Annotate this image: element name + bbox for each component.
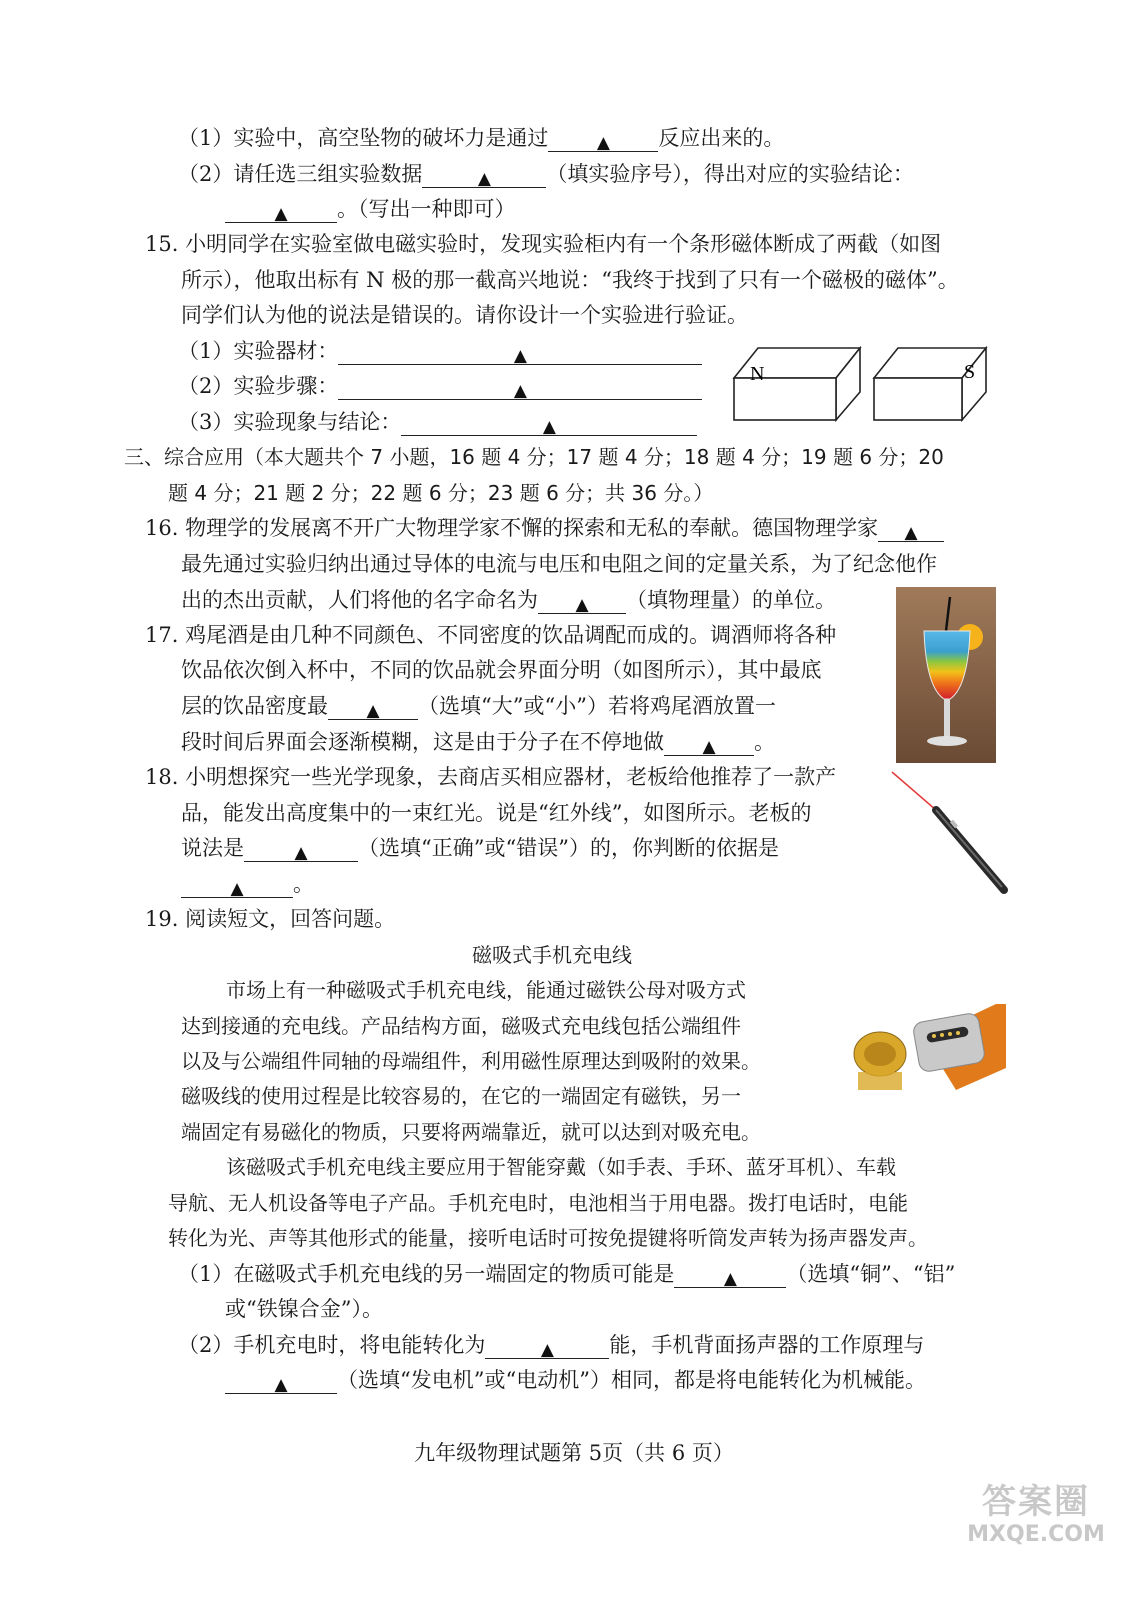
passage-p1: 市场上有一种磁吸式手机充电线，能通过磁铁公母对吸方式 xyxy=(226,978,746,1002)
passage-title: 磁吸式手机充电线 xyxy=(472,943,632,967)
q17-line3: 层的饮品密度最 ▲ （选填“大”或“小”）若将鸡尾酒放置一 xyxy=(181,694,776,721)
answer-blank[interactable]: ▲ xyxy=(181,873,293,898)
answer-blank[interactable]: ▲ xyxy=(485,1334,609,1359)
q19-line1: 19. 阅读短文，回答问题。 xyxy=(145,907,396,931)
q14-sub2: （2）请任选三组实验数据 ▲ （填实验序号），得出对应的实验结论： xyxy=(178,162,914,189)
q19-sub1-cont: 或“铁镍合金”）。 xyxy=(225,1297,383,1321)
page-footer: 九年级物理试题第 5页（共 6 页） xyxy=(414,1441,734,1465)
q19-sub2: （2）手机充电时，将电能转化为 ▲ 能，手机背面扬声器的工作原理与 xyxy=(178,1333,925,1360)
answer-blank[interactable]: ▲ xyxy=(674,1263,786,1288)
q18-line1: 18. 小明想探究一些光学现象，去商店买相应器材，老板给他推荐了一款产 xyxy=(145,765,837,789)
answer-blank[interactable]: ▲ xyxy=(338,375,702,400)
q17-line1: 17. 鸡尾酒是由几种不同颜色、不同密度的饮品调配而成的。调酒师将各种 xyxy=(145,623,837,647)
answer-blank[interactable]: ▲ xyxy=(538,589,626,614)
q19-sub2-cont: ▲ （选填“发电机”或“电动机”）相同，都是将电能转化为机械能。 xyxy=(225,1366,926,1394)
answer-blank[interactable]: ▲ xyxy=(401,411,697,436)
magnet-s-label: S xyxy=(964,361,976,383)
watermark xyxy=(952,1482,1120,1548)
q15-sub2: （2）实验步骤： ▲ xyxy=(178,372,702,400)
answer-blank[interactable]: ▲ xyxy=(225,1369,337,1394)
watermark-logo: 答案圈 xyxy=(982,1482,1090,1522)
section-3-heading: 三、综合应用（本大题共个 7 小题，16 题 4 分；17 题 4 分；18 题 4 分；19 题 6 分；20 xyxy=(124,445,944,469)
q18-line2: 品，能发出高度集中的一束红光。说是“红外线”，如图所示。老板的 xyxy=(181,801,812,825)
passage-p5: 端固定有易磁化的物质，只要将两端靠近，就可以达到对吸充电。 xyxy=(181,1120,761,1144)
q16-line2: 最先通过实验归纳出通过导体的电流与电压和电阻之间的定量关系，为了纪念他作 xyxy=(181,552,937,576)
magnet-n-label: N xyxy=(750,363,765,385)
answer-blank[interactable]: ▲ xyxy=(664,731,754,756)
q16-line1: 16. 物理学的发展离不开广大物理学家不懈的探索和无私的奉献。德国物理学家 ▲ xyxy=(145,514,944,542)
passage-p2: 达到接通的充电线。产品结构方面，磁吸式充电线包括公端组件 xyxy=(181,1014,741,1038)
passage-p8: 转化为光、声等其他形式的能量，接听电话时可按免提键将听筒发声转为扬声器发声。 xyxy=(168,1226,928,1250)
passage-p4: 磁吸线的使用过程是比较容易的，在它的一端固定有磁铁，另一 xyxy=(181,1084,741,1108)
laser-pointer-photo xyxy=(890,770,1012,898)
magnetic-cable-photo xyxy=(846,998,1008,1104)
cocktail-photo xyxy=(896,587,996,763)
passage-p7: 导航、无人机设备等电子产品。手机充电时，电池相当于用电器。拨打电话时，电能 xyxy=(168,1191,908,1215)
q15-line2: 所示），他取出标有 N 极的那一截高兴地说：“我终于找到了只有一个磁极的磁体”。 xyxy=(181,268,959,292)
q18-line3: 说法是 ▲ （选填“正确”或“错误”）的，你判断的依据是 xyxy=(181,836,779,863)
q15-line1: 15. 小明同学在实验室做电磁实验时，发现实验柜内有一个条形磁体断成了两截（如图 xyxy=(145,232,942,256)
answer-blank[interactable]: ▲ xyxy=(422,163,546,188)
answer-blank[interactable]: ▲ xyxy=(244,837,358,862)
passage-p3: 以及与公端组件同轴的母端组件，利用磁性原理达到吸附的效果。 xyxy=(181,1049,761,1073)
answer-blank[interactable]: ▲ xyxy=(328,695,418,720)
q14-sub1: （1）实验中，高空坠物的破坏力是通过 ▲ 反应出来的。 xyxy=(178,126,785,153)
answer-blank[interactable]: ▲ xyxy=(338,340,702,365)
q15-line3: 同学们认为他的说法是错误的。请你设计一个实验进行验证。 xyxy=(181,303,748,327)
q18-line4: ▲ 。 xyxy=(181,870,314,898)
passage-p6: 该磁吸式手机充电线主要应用于智能穿戴（如手表、手环、蓝牙耳机）、车载 xyxy=(226,1155,896,1179)
broken-magnet-figure xyxy=(728,340,998,426)
q17-line2: 饮品依次倒入杯中，不同的饮品就会界面分明（如图所示），其中最底 xyxy=(181,658,822,682)
q19-sub1: （1）在磁吸式手机充电线的另一端固定的物质可能是 ▲ （选填“铜”、“铝” xyxy=(178,1262,956,1289)
answer-blank[interactable]: ▲ xyxy=(548,127,658,152)
q17-line4: 段时间后界面会逐渐模糊，这是由于分子在不停地做 ▲ 。 xyxy=(181,730,775,757)
q15-sub1: （1）实验器材： ▲ xyxy=(178,337,702,365)
section-3-heading-cont: 题 4 分；21 题 2 分；22 题 6 分；23 题 6 分；共 36 分。） xyxy=(168,481,714,505)
q14-sub2-cont: ▲ 。（写出一种即可） xyxy=(225,195,516,223)
watermark-url: MXQE.COM xyxy=(967,1522,1105,1547)
q15-sub3: （3）实验现象与结论： ▲ xyxy=(178,408,697,436)
answer-blank[interactable]: ▲ xyxy=(878,517,944,542)
answer-blank[interactable]: ▲ xyxy=(225,198,337,223)
q16-line3: 出的杰出贡献，人们将他的名字命名为 ▲ （填物理量）的单位。 xyxy=(181,588,836,615)
